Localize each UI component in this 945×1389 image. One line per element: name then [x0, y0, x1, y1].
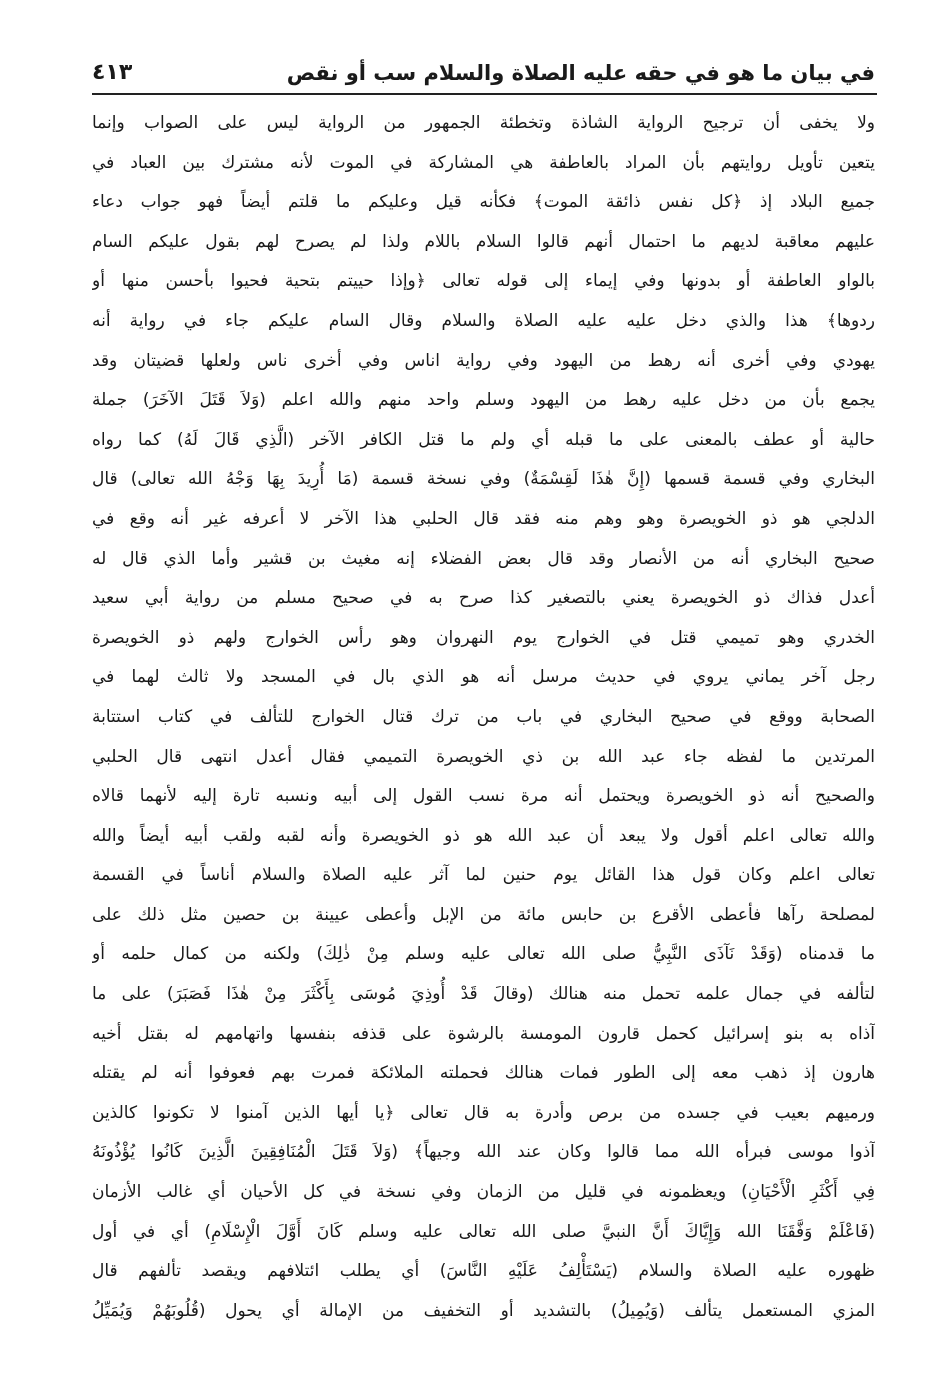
body-text	[92, 104, 875, 1331]
text-line: يهودي وفي أخرى أنه رهط من اليهود وفي رواية اناس وفي أخرى ناس ولعلها قضيتان وقد	[92, 350, 875, 371]
text-line: البخاري وفي قسمة قسمها (إِنَّ هٰذَا لَقِسْمَةٌ) وفي نسخة قسمة (مَا أُرِيدَ بِهَا وَجْهُ الله تعالى) قال	[92, 469, 875, 490]
text-line: الخدري وهو تميمي قتل في الخوارج يوم النهروان وهو رأس الخوارج ولهم ذو الخويصرة	[92, 627, 875, 648]
text-line: ما قدمناه (وَقَدْ نَآذَى النَّبِيُّ صلى الله تعالى عليه وسلم مِنْ ذٰلِكَ) ولكنه من كمال حلمه أو	[92, 944, 875, 965]
page-header	[92, 44, 875, 88]
header-rule	[92, 93, 877, 95]
text-line: ورميهم بعيب في جسده من برص وأدرة به قال تعالى ﴿يا أيها الذين آمنوا لا تكونوا كالذين	[92, 1102, 875, 1123]
text-line: الدلجي هو ذو الخويصرة وهو وهم منه فقد قال الحلبي هذا الآخر لا أعرفه غير أنه وقع في	[92, 508, 875, 529]
text-line: المرتدين ما لفظه جاء عبد الله بن ذي الخويصرة التميمي فقال أعدل انتهى قال الحلبي	[92, 746, 875, 767]
text-line: رجل آخر يماني يروي في حديث مرسل أنه هو الذي بال في المسجد ولا ثالث لهما في	[92, 667, 875, 688]
text-line: آذوا موسى فبرأه الله مما قالوا وكان عند الله وجيهاً﴾ (وَلاَ قَتَلَ الْمُنَافِقِينَ الَّذِينَ كَانُوا يُؤْذُونَهُ	[92, 1142, 875, 1163]
text-line: والصحيح أنه ذو الخويصرة ويحتمل أنه مرة نسب القول إلى أبيه ونسبه تارة إليه لأنهما قالاه	[92, 786, 875, 807]
text-line: بالواو العاطفة أو بدونها وفي إيماء إلى قوله تعالى ﴿وإذا حييتم بتحية فحيوا بأحسن منها أو	[92, 271, 875, 292]
text-line: لمصلحة رآها فأعطى الأقرع بن حابس مائة من الإبل وأعطى عيينة بن حصين مثل ذلك على	[92, 904, 875, 925]
text-line: ولا يخفى أن ترجيح الرواية الشاذة وتخطئة الجمهور من الرواية ليس على الصواب وإنما	[92, 113, 875, 133]
text-line: ردوها﴾ هذا والذي دخل عليه عليه الصلاة والسلام وقال السام عليكم جاء في رواية أنه	[92, 310, 875, 331]
text-line: حالية أو عطف بالمعنى على ما قبله أي ولم ما قتل الكافر الآخر (الَّذِي قَالَ لَهُ) كما رواه	[92, 429, 875, 450]
text-line: (فَاعْلَمْ وَفَّقَنَا الله وَإِيَّاكَ أَنَّ النبيَّ صلى الله تعالى عليه وسلم كَانَ أَوَّلَ الْإِسْلَامِ) أي في أول	[92, 1221, 875, 1242]
text-line: أعدل فذاك ذو الخويصرة يعني بالتصغير كذا صرح به في صحيح مسلم من رواية أبي سعيد	[92, 588, 875, 609]
text-line: المزي المستعمل يتألف (وَيُمِيلُ) بالتشديد أو التخفيف من الإمالة أي يحول (قُلُوبَهُمْ وَيُمَيِّلُ	[92, 1300, 875, 1321]
text-line: يتعين تأويل روايتهم بأن المراد بالعاطفة هي المشاركة في الموت لأنه مشترك بين العباد في	[92, 152, 875, 173]
text-line: الصحابة ووقع في صحيح البخاري في باب من ترك قتال الخوارج للتألف في كتاب استتابة	[92, 706, 875, 727]
running-title: في بيان ما هو في حقه عليه الصلاة والسلام سب أو نقص	[286, 61, 875, 85]
text-line: والله تعالى اعلم أقول ولا يبعد أن عبد الله هو ذو الخويصرة وأنه لقبه ولقب أبيه أيضاً والله	[92, 825, 875, 846]
text-line: تعالى اعلم وكان قول هذا القائل يوم حنين لما آثر عليه الصلاة والسلام أناساً في القسمة	[92, 865, 875, 886]
text-line: فِي أَكْثَرِ الْأَحْيَانِ) ويعظمونه في قليل من الزمان وفي نسخة في كل الأحيان أي غالب الأزمان	[92, 1182, 875, 1203]
text-line: هارون إذ ذهب معه إلى الطور فمات هنالك فحملته الملائكة فمرت بهم فعوفوا أنه لم يقتله	[92, 1063, 875, 1084]
text-line: عليهم معاقبة لديهم ما احتمال أنهم قالوا السلام باللام ولذا لم يصرح لهم بقول عليكم السام	[92, 231, 875, 252]
text-line: يجمع بأن من دخل عليه رهط من اليهود وسلم واحد منهم والله اعلم (وَلاَ قَتَلَ الآخَرَ) جملة	[92, 390, 875, 411]
text-line: صحيح البخاري أنه من الأنصار وقد قال بعض الفضلاء إنه مغيث بن قشير وأما الذي قال له	[92, 548, 875, 569]
page-number: ٤١٣	[92, 60, 133, 85]
text-line: لتألفه في جمال علمه تحمل منه هنالك (وقالَ قَدْ أُوذِيَ مُوسَى بِأَكْثَرَ مِنْ هٰذَا فَصَبَرَ) على ما	[92, 984, 875, 1005]
text-line: آذاه به بنو إسرائيل كحمل قارون المومسة بالرشوة على قذفه بنفسها واتهامهم له بقتل أخيه	[92, 1023, 875, 1044]
text-line: ظهوره عليه الصلاة والسلام (يَسْتَأْلِفُ عَلَيْهِ النَّاسَ) أي يطلب ائتلافهم ويقصد تألفهم قال	[92, 1261, 875, 1282]
text-line: جميع البلاد إذ ﴿كل نفس ذائقة الموت﴾ فكأنه قيل وعليكم ما قلتم أيضاً فهو جواب دعاء	[92, 192, 875, 213]
